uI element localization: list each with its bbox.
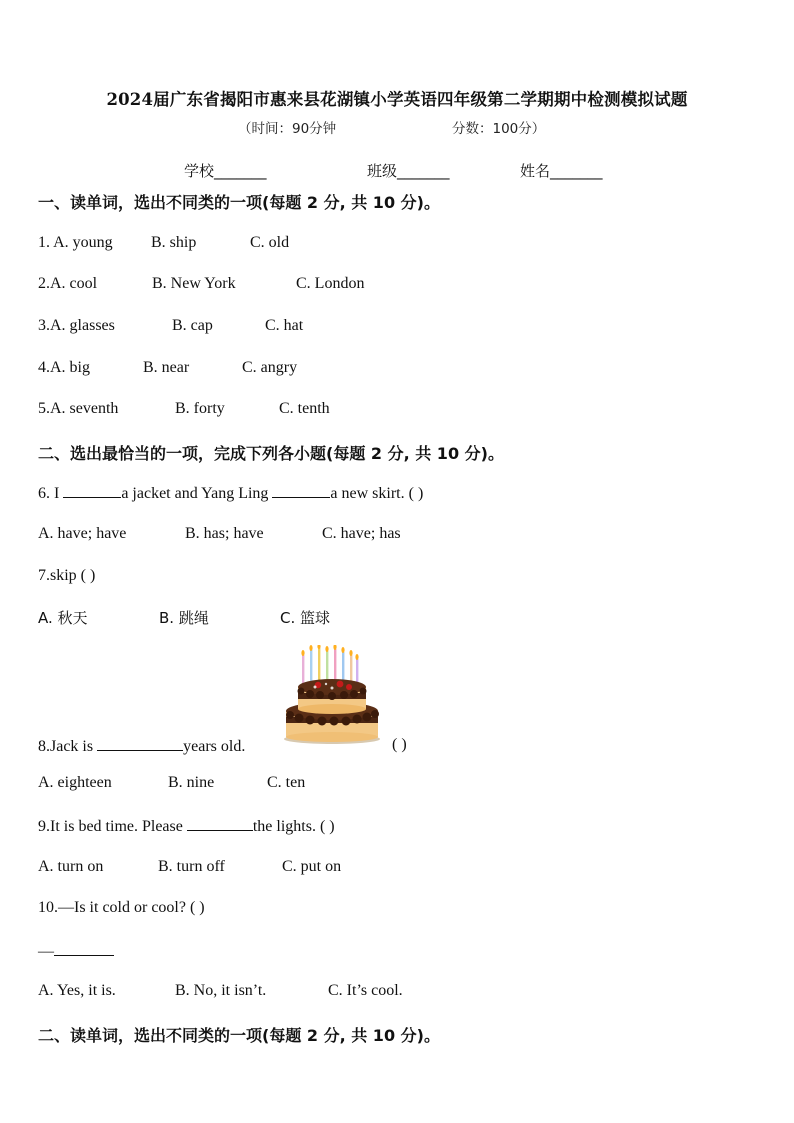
option-b[interactable]: B. ship [151,234,197,251]
birthday-cake-image [282,645,382,745]
option-b[interactable]: B. cap [172,317,213,334]
q9-part2: the lights. ( ) [252,818,335,835]
q10-dash: — [38,943,54,960]
section-2-heading: 二、选出最恰当的一项，完成下列各小题(每题 2 分, 共 10 分)。 [38,444,504,463]
q8-answer-paren: ( ) [392,736,407,753]
option-a[interactable]: 3.A. glasses [38,317,115,334]
question-9-stem [38,816,335,836]
q10-blank[interactable] [54,941,114,956]
option-c[interactable]: C. London [296,275,365,292]
q6-part3: a new skirt. ( ) [330,485,424,502]
name-field[interactable]: 姓名_______ [520,162,603,180]
option-b[interactable]: B. New York [152,275,236,292]
option-a[interactable]: A. turn on [38,858,104,875]
question-8-options [38,774,305,792]
question-7-options [38,607,330,628]
option-a[interactable]: A. eighteen [38,774,112,791]
option-b[interactable]: B. has; have [185,525,264,542]
option-b[interactable]: B. nine [168,774,215,791]
section-3-heading: 二、读单词，选出不同类的一项(每题 2 分, 共 10 分)。 [38,1026,440,1045]
option-a[interactable]: 2.A. cool [38,275,98,292]
question-6-stem [38,483,423,503]
option-c[interactable]: C. tenth [279,400,330,417]
question-10-stem: 10.—Is it cold or cool? ( ) [38,899,205,916]
option-a[interactable]: A. 秋天 [38,609,88,627]
option-c[interactable]: C. 篮球 [280,609,331,627]
option-c[interactable]: C. old [250,234,290,251]
q8-part2: years old. [183,738,246,755]
question-7-stem: 7.skip ( ) [38,567,96,584]
q6-blank-1[interactable] [63,483,121,498]
question-2 [38,275,364,293]
option-a[interactable]: 5.A. seventh [38,400,119,417]
question-6-options [38,525,401,543]
page-title: 2024届广东省揭阳市惠来县花湖镇小学英语四年级第二学期期中检测模拟试题 [106,90,688,109]
question-9-options [38,858,341,876]
option-b[interactable]: B. No, it isn’t. [175,982,267,999]
option-c[interactable]: C. have; has [322,525,401,542]
option-c[interactable]: C. It’s cool. [328,982,403,999]
question-3 [38,317,303,335]
option-c[interactable]: C. hat [265,317,304,334]
school-field[interactable]: 学校_______ [184,162,267,180]
option-b[interactable]: B. turn off [158,858,225,875]
question-8-stem [38,736,245,756]
option-a[interactable]: 1. A. young [38,234,113,251]
q9-blank[interactable] [187,816,253,831]
q9-part1: 9.It is bed time. Please [38,818,183,835]
exam-score: 分数：100分） [452,121,546,137]
question-10-options [38,982,403,1000]
option-a[interactable]: A. have; have [38,525,127,542]
option-c[interactable]: C. put on [282,858,342,875]
section-1-heading: 一、读单词，选出不同类的一项(每题 2 分, 共 10 分)。 [38,193,440,212]
question-1 [38,234,289,252]
question-5 [38,400,330,418]
option-b[interactable]: B. 跳绳 [159,609,209,627]
exam-time: （时间：90分钟 [238,121,337,137]
q10-answer-line [38,941,114,961]
q6-blank-2[interactable] [272,483,330,498]
option-a[interactable]: 4.A. big [38,359,90,376]
class-field[interactable]: 班级_______ [367,162,450,180]
q6-part1: 6. I [38,485,60,502]
q6-part2: a jacket and Yang Ling [121,485,269,502]
option-a[interactable]: A. Yes, it is. [38,982,116,999]
option-c[interactable]: C. angry [242,359,298,376]
option-b[interactable]: B. near [143,359,190,376]
question-4 [38,359,297,377]
q8-part1: 8.Jack is [38,738,94,755]
option-b[interactable]: B. forty [175,400,225,417]
option-c[interactable]: C. ten [267,774,306,791]
q8-blank[interactable] [97,736,183,751]
